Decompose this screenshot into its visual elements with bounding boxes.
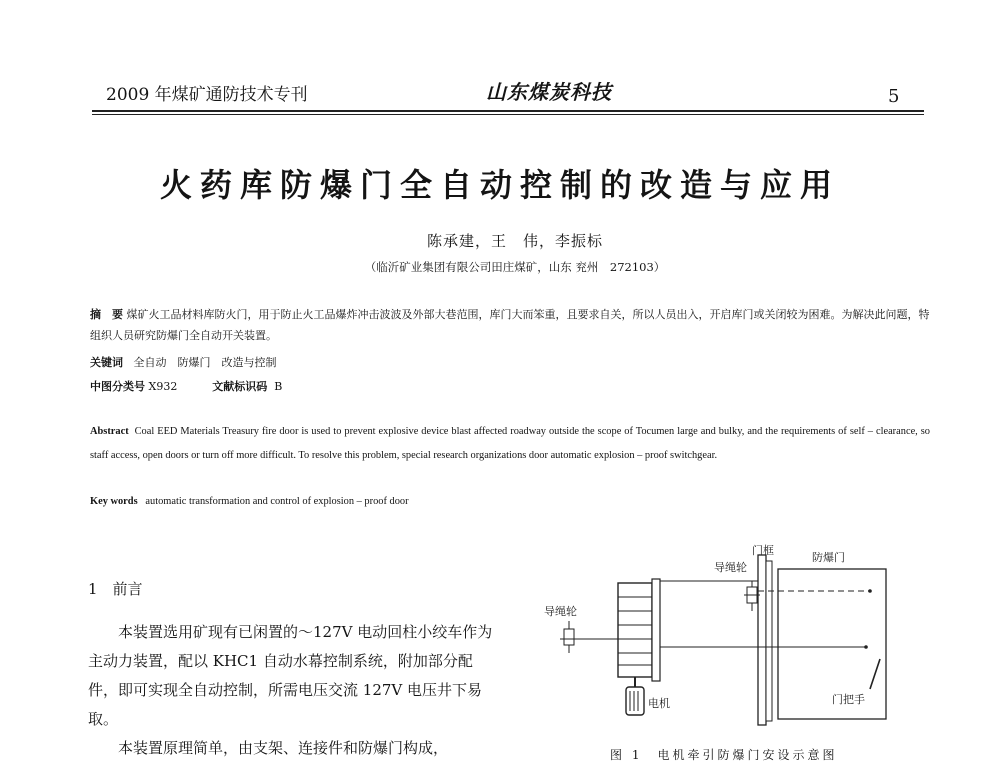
label-door-handle: 门把手 xyxy=(832,693,865,706)
authors: 陈承建，王 伟，李振标 xyxy=(426,232,603,250)
classification xyxy=(90,376,282,397)
abstract-en xyxy=(90,420,930,468)
winch-drum xyxy=(618,579,660,681)
abstract-cn xyxy=(90,304,930,346)
header-rule-thin xyxy=(92,114,924,115)
journal-issue: 2009 年煤矿通防技术专刊 xyxy=(106,85,308,105)
door-frame xyxy=(758,555,772,725)
page-number: 5 xyxy=(888,86,900,107)
door-handle xyxy=(870,659,880,689)
keywords-en-text: automatic transformation and control of explosion – proof door xyxy=(145,496,409,507)
abstract-en-text: Coal EED Materials Treasury fire door is used to prevent explosive device blast affected roadway outside the scope of Tocumen large and bulky, and the requirements of self – clearance, so staff access, open doors or turn off more difficult. To resolve this problem, special research organizations door automatic explosion – proof switchgear. xyxy=(90,426,930,461)
label-rope-pulley-top: 导绳轮 xyxy=(714,561,747,574)
abstract-en-label: Abstract xyxy=(90,426,129,437)
header-rule xyxy=(92,110,924,112)
figure-caption: 图 1 电机牵引防爆门安设示意图 xyxy=(610,748,838,762)
label-door-frame: 门框 xyxy=(752,544,774,557)
rope-anchor-upper xyxy=(868,589,872,593)
keywords-en xyxy=(90,490,409,514)
keywords-cn xyxy=(90,352,277,373)
clc-value: X932 xyxy=(148,380,178,393)
rope-anchor-lower xyxy=(864,645,868,649)
keywords-en-label: Key words xyxy=(90,496,138,507)
rope-pulley-left xyxy=(560,621,578,653)
doc-code-value: B xyxy=(274,380,283,393)
label-motor: 电机 xyxy=(648,697,670,710)
clc-label: 中图分类号 xyxy=(90,380,145,393)
motor xyxy=(626,677,644,715)
paragraph-2: 本装置原理简单，由支架、连接件和防爆门构成， xyxy=(118,739,449,757)
keywords-cn-label: 关键词 xyxy=(90,356,123,369)
affiliation: （临沂矿业集团有限公司田庄煤矿，山东 兖州 272103） xyxy=(364,260,666,274)
abstract-cn-label: 摘 要 xyxy=(90,308,123,321)
paragraph-1: 本装置选用矿现有已闲置的～127V 电动回柱小绞车作为主动力装置，配以 KHC1 自动水幕控制系统，附加部分配件，即可实现全自动控制，所需电压交流 127V 电压井下易取。 xyxy=(88,623,493,728)
paper-title: 火药库防爆门全自动控制的改造与应用 xyxy=(159,166,840,204)
keywords-cn-text: 全自动 防爆门 改造与控制 xyxy=(133,356,277,369)
section-heading: 1 前言 xyxy=(88,580,143,598)
label-rope-pulley-left: 导绳轮 xyxy=(544,605,577,618)
label-blast-door: 防爆门 xyxy=(812,551,845,564)
doc-code-label: 文献标识码 xyxy=(212,380,268,393)
journal-logo: 山东煤炭科技 xyxy=(486,80,612,104)
figure-diagram xyxy=(530,535,930,730)
abstract-cn-text: 煤矿火工品材料库防火门，用于防止火工品爆炸冲击波波及外部大巷范围，库门大而笨重，且要求自关，所以人员出入，开启库门或关闭较为困难。为解决此问题，特组织人员研究防爆门全自动开关装置。 xyxy=(90,308,930,342)
